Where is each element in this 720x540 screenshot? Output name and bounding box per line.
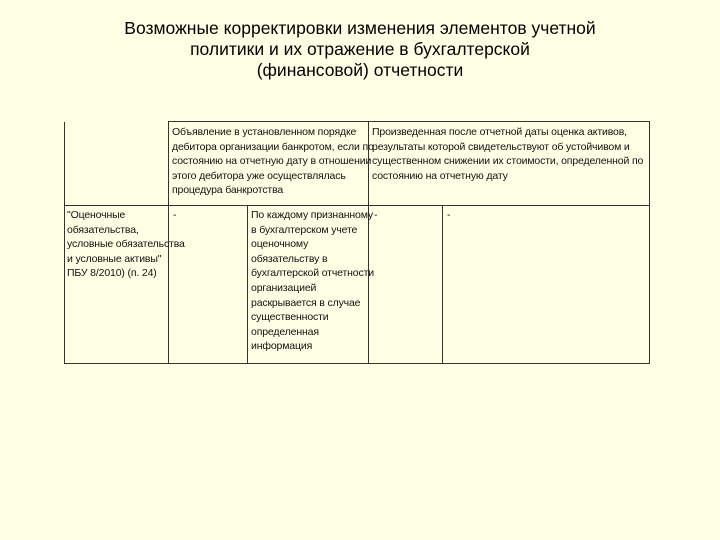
title-line-1: Возможные корректировки изменения элементов учетной (124, 18, 596, 38)
table-vline-left (64, 122, 65, 364)
row-cell-col4: - (374, 209, 378, 221)
row-label-pbu: "Оценочные обязательства, условные обязательства и условные активы" ПБУ 8/2010) (п. 24) (67, 209, 185, 280)
header-cell-asset-valuation: Произведенная после отчетной даты оценка активов, результаты которой свидетельствуют об устойчивом и существенном снижении их стоимости, определенной по состоянию на отчетную дату (372, 126, 644, 182)
row-cell-col5: - (447, 209, 451, 221)
row-cell-disclosure: По каждому признанному в бухгалтерском учете оценочному обязательству в бухгалтерской отчетности организацией раскрывается в случае существенности определенная информация (251, 209, 374, 353)
table-vline-col5-start (442, 206, 443, 363)
title-line-3: (финансовой) отчетности (256, 60, 464, 80)
table-vline-right (649, 122, 650, 363)
table-hline-header-bottom (64, 205, 650, 206)
header-cell-bankruptcy: Объявление в установленном порядке дебитора организации банкротом, если по состоянию на отчетную дату в отношении этого дебитора уже осуществлялась процедура банкротства (172, 126, 374, 197)
table-hline-top (168, 121, 650, 122)
table-vline-col3-start (247, 206, 248, 363)
row-cell-col2: - (173, 209, 177, 221)
table-hline-bottom (64, 363, 650, 364)
title-line-2: политики и их отражение в бухгалтерской (190, 39, 530, 59)
